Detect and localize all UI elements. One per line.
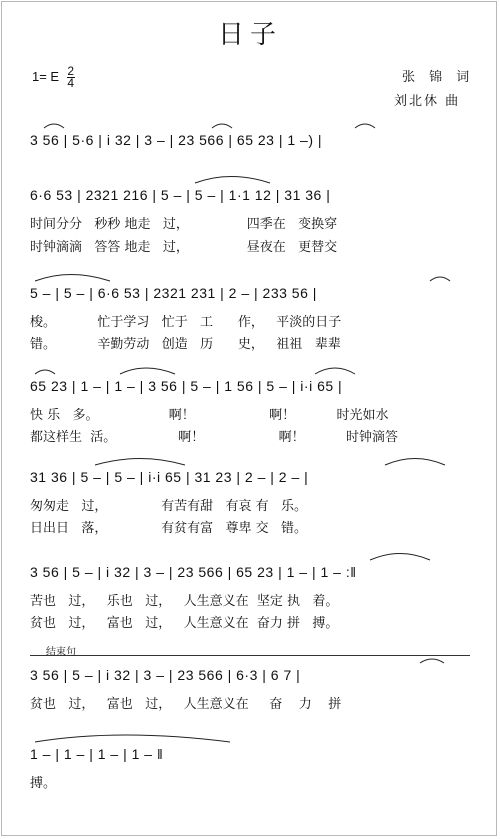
time-numerator: 2 bbox=[67, 64, 75, 78]
lyrics-system-7-verse-1: 贫也 过， 富也 过， 人生意义在 奋 力 拼 bbox=[30, 697, 342, 712]
song-title: 日子 bbox=[217, 20, 282, 50]
lyrics-system-3-verse-1: 梭。 忙于学习 忙于 工 作， 平淡的日子 bbox=[30, 315, 342, 330]
notes-system-5: 31 36 | 5 – | 5 – | i·i 65 | 31 23 | 2 – | 2 – | bbox=[30, 469, 309, 485]
lyrics-system-4-verse-1: 快 乐 多。 啊！ 啊！ 时光如水 bbox=[30, 408, 389, 423]
lyrics-system-5-verse-1: 匆匆走 过， 有苦有甜 有哀 有 乐。 bbox=[30, 499, 308, 514]
lyrics-system-2-verse-2: 时钟滴滴 答答 地走 过， 昼夜在 更替交 bbox=[30, 240, 338, 255]
lyrics-system-6-verse-1: 苦也 过， 乐也 过， 人生意义在 坚定 执 着。 bbox=[30, 594, 339, 609]
key-text: 1= E bbox=[32, 68, 60, 84]
lyrics-system-4-verse-2: 都这样生 活。 啊！ 啊！ 时钟滴答 bbox=[30, 430, 398, 445]
time-denominator: 4 bbox=[67, 76, 75, 90]
lyrics-system-6-verse-2: 贫也 过， 富也 过， 人生意义在 奋力 拼 搏。 bbox=[30, 616, 339, 631]
ending-label: 结束句 bbox=[46, 647, 76, 658]
lyrics-system-8-verse-1: 搏。 bbox=[30, 776, 57, 791]
time-signature bbox=[67, 66, 75, 89]
lyricist-credit: 张 锦 词 bbox=[402, 70, 475, 85]
lyrics-system-5-verse-2: 日出日 落， 有贫有富 尊卑 交 错。 bbox=[30, 521, 308, 536]
notes-system-3: 5 – | 5 – | 6·6 53 | 2321 231 | 2 – | 233 56 | bbox=[30, 285, 317, 301]
composer-credit: 刘北休 曲 bbox=[394, 94, 461, 109]
notes-system-6: 3 56 | 5 – | i 32 | 3 – | 23 566 | 65 23 | 1 – | 1 – :‖ bbox=[30, 564, 357, 580]
ending-bracket bbox=[30, 655, 470, 656]
lyrics-system-3-verse-2: 错。 辛勤劳动 创造 历 史， 祖祖 辈辈 bbox=[30, 337, 341, 352]
key-signature bbox=[32, 66, 75, 89]
notes-system-2: 6·6 53 | 2321 216 | 5 – | 5 – | 1·1 12 | 31 36 | bbox=[30, 187, 331, 203]
notes-system-8: 1 – | 1 – | 1 – | 1 – ‖ bbox=[30, 746, 164, 762]
notes-system-4: 65 23 | 1 – | 1 – | 3 56 | 5 – | 1 56 | 5 – | i·i 65 | bbox=[30, 378, 343, 394]
notes-system-1: 3 56 | 5·6 | i 32 | 3 – | 23 566 | 65 23 | 1 –) | bbox=[30, 132, 323, 148]
lyrics-system-2-verse-1: 时间分分 秒秒 地走 过， 四季在 变换穿 bbox=[30, 217, 338, 232]
notes-system-7: 3 56 | 5 – | i 32 | 3 – | 23 566 | 6·3 | 6 7 | bbox=[30, 667, 301, 683]
